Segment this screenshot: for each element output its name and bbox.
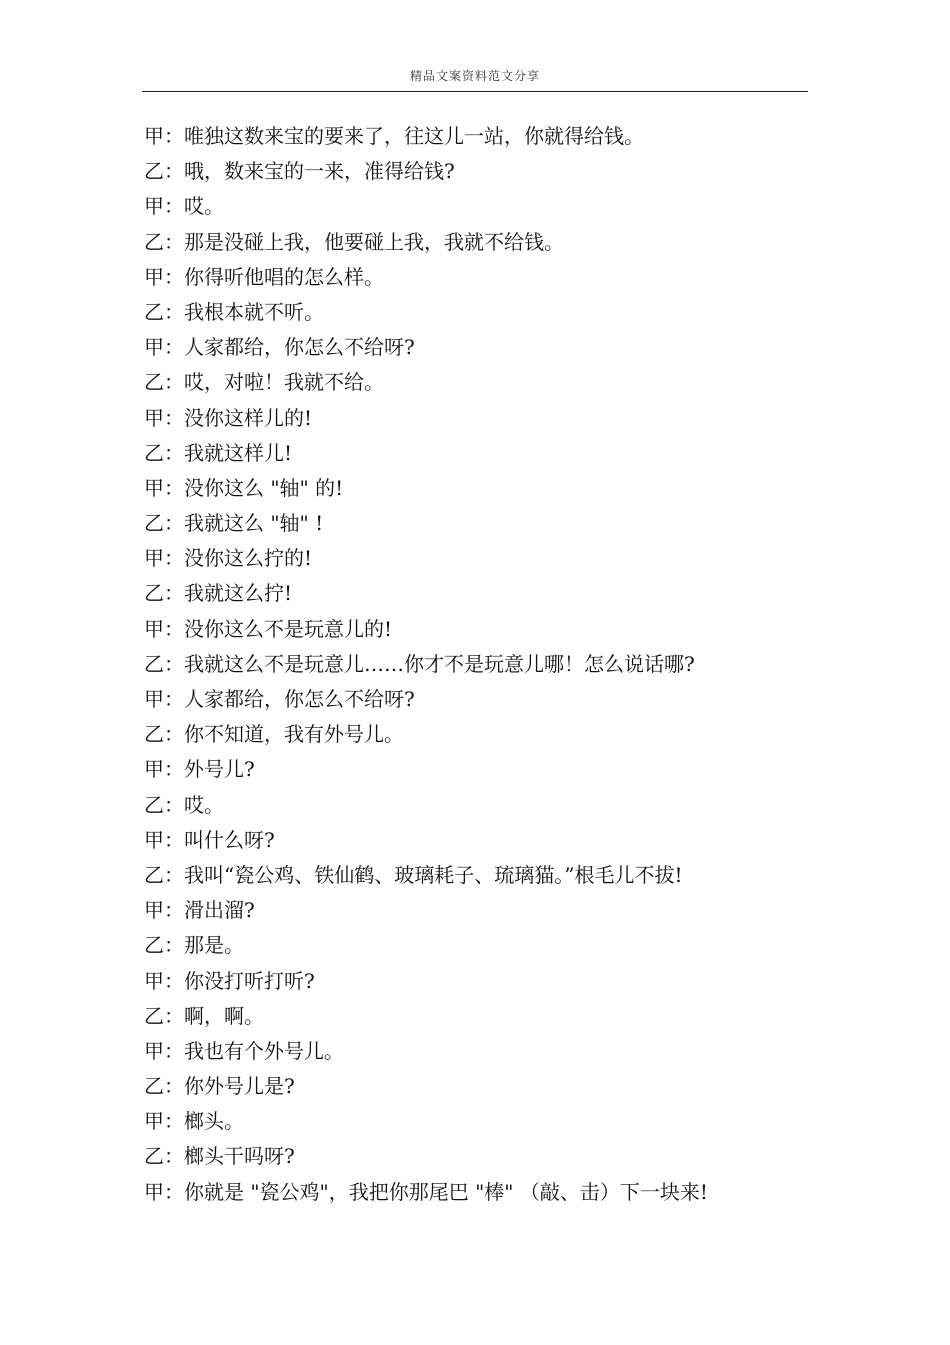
dialogue-body bbox=[144, 119, 808, 1210]
dialogue-line: 甲：你就是 "瓷公鸡"，我把你那尾巴 "棒" （敲、击）下一块来! bbox=[144, 1179, 708, 1204]
dialogue-line: 乙：我就这么拧! bbox=[144, 581, 293, 606]
header-title: 精品文案资料范文分享 bbox=[409, 69, 540, 83]
dialogue-line: 甲：没你这么拧的! bbox=[144, 546, 313, 571]
dialogue-line: 甲：人家都给，你怎么不给呀? bbox=[144, 687, 415, 711]
dialogue-line: 甲：哎。 bbox=[144, 194, 224, 219]
dialogue-line: 甲：外号儿? bbox=[144, 757, 255, 782]
dialogue-line: 甲：没你这样儿的! bbox=[144, 405, 313, 430]
dialogue-line: 乙：哎。 bbox=[144, 792, 224, 817]
dialogue-line: 乙：哎，对啦！我就不给。 bbox=[144, 370, 384, 395]
dialogue-line: 甲：唯独这数来宝的要来了，往这儿一站，你就得给钱。 bbox=[144, 124, 644, 148]
page-header bbox=[142, 64, 808, 92]
dialogue-line: 乙：我就这么不是玩意儿……你才不是玩意儿哪！怎么说话哪? bbox=[144, 651, 695, 676]
dialogue-line: 乙：啊，啊。 bbox=[144, 1003, 264, 1028]
dialogue-line: 乙：那是。 bbox=[144, 933, 244, 958]
dialogue-line: 乙：我叫“瓷公鸡、铁仙鹤、玻璃耗子、琉璃猫。”根毛儿不拔! bbox=[144, 862, 683, 887]
dialogue-line: 乙：我根本就不听。 bbox=[144, 299, 324, 324]
dialogue-line: 甲：没你这么不是玩意儿的! bbox=[144, 616, 393, 641]
dialogue-line: 乙：哦，数来宝的一来，准得给钱? bbox=[144, 159, 455, 184]
dialogue-line: 甲：人家都给，你怎么不给呀? bbox=[144, 335, 415, 360]
dialogue-line: 甲：我也有个外号儿。 bbox=[144, 1038, 344, 1063]
dialogue-line: 乙：你不知道，我有外号儿。 bbox=[144, 722, 404, 747]
dialogue-line: 甲：你没打听打听? bbox=[144, 968, 315, 993]
dialogue-line: 甲：没你这么 "轴" 的! bbox=[144, 475, 344, 500]
dialogue-line: 乙：你外号儿是? bbox=[144, 1074, 295, 1099]
dialogue-line: 甲：你得听他唱的怎么样。 bbox=[144, 264, 384, 289]
dialogue-line: 乙：那是没碰上我，他要碰上我，我就不给钱。 bbox=[144, 229, 564, 254]
dialogue-line: 乙：我就这样儿! bbox=[144, 440, 293, 465]
dialogue-line: 乙：榔头干吗呀? bbox=[144, 1144, 295, 1169]
dialogue-line: 甲：榔头。 bbox=[144, 1109, 244, 1134]
dialogue-line: 甲：滑出溜? bbox=[144, 898, 255, 923]
dialogue-line: 乙：我就这么 "轴" ! bbox=[144, 511, 324, 536]
dialogue-line: 甲：叫什么呀? bbox=[144, 827, 275, 852]
